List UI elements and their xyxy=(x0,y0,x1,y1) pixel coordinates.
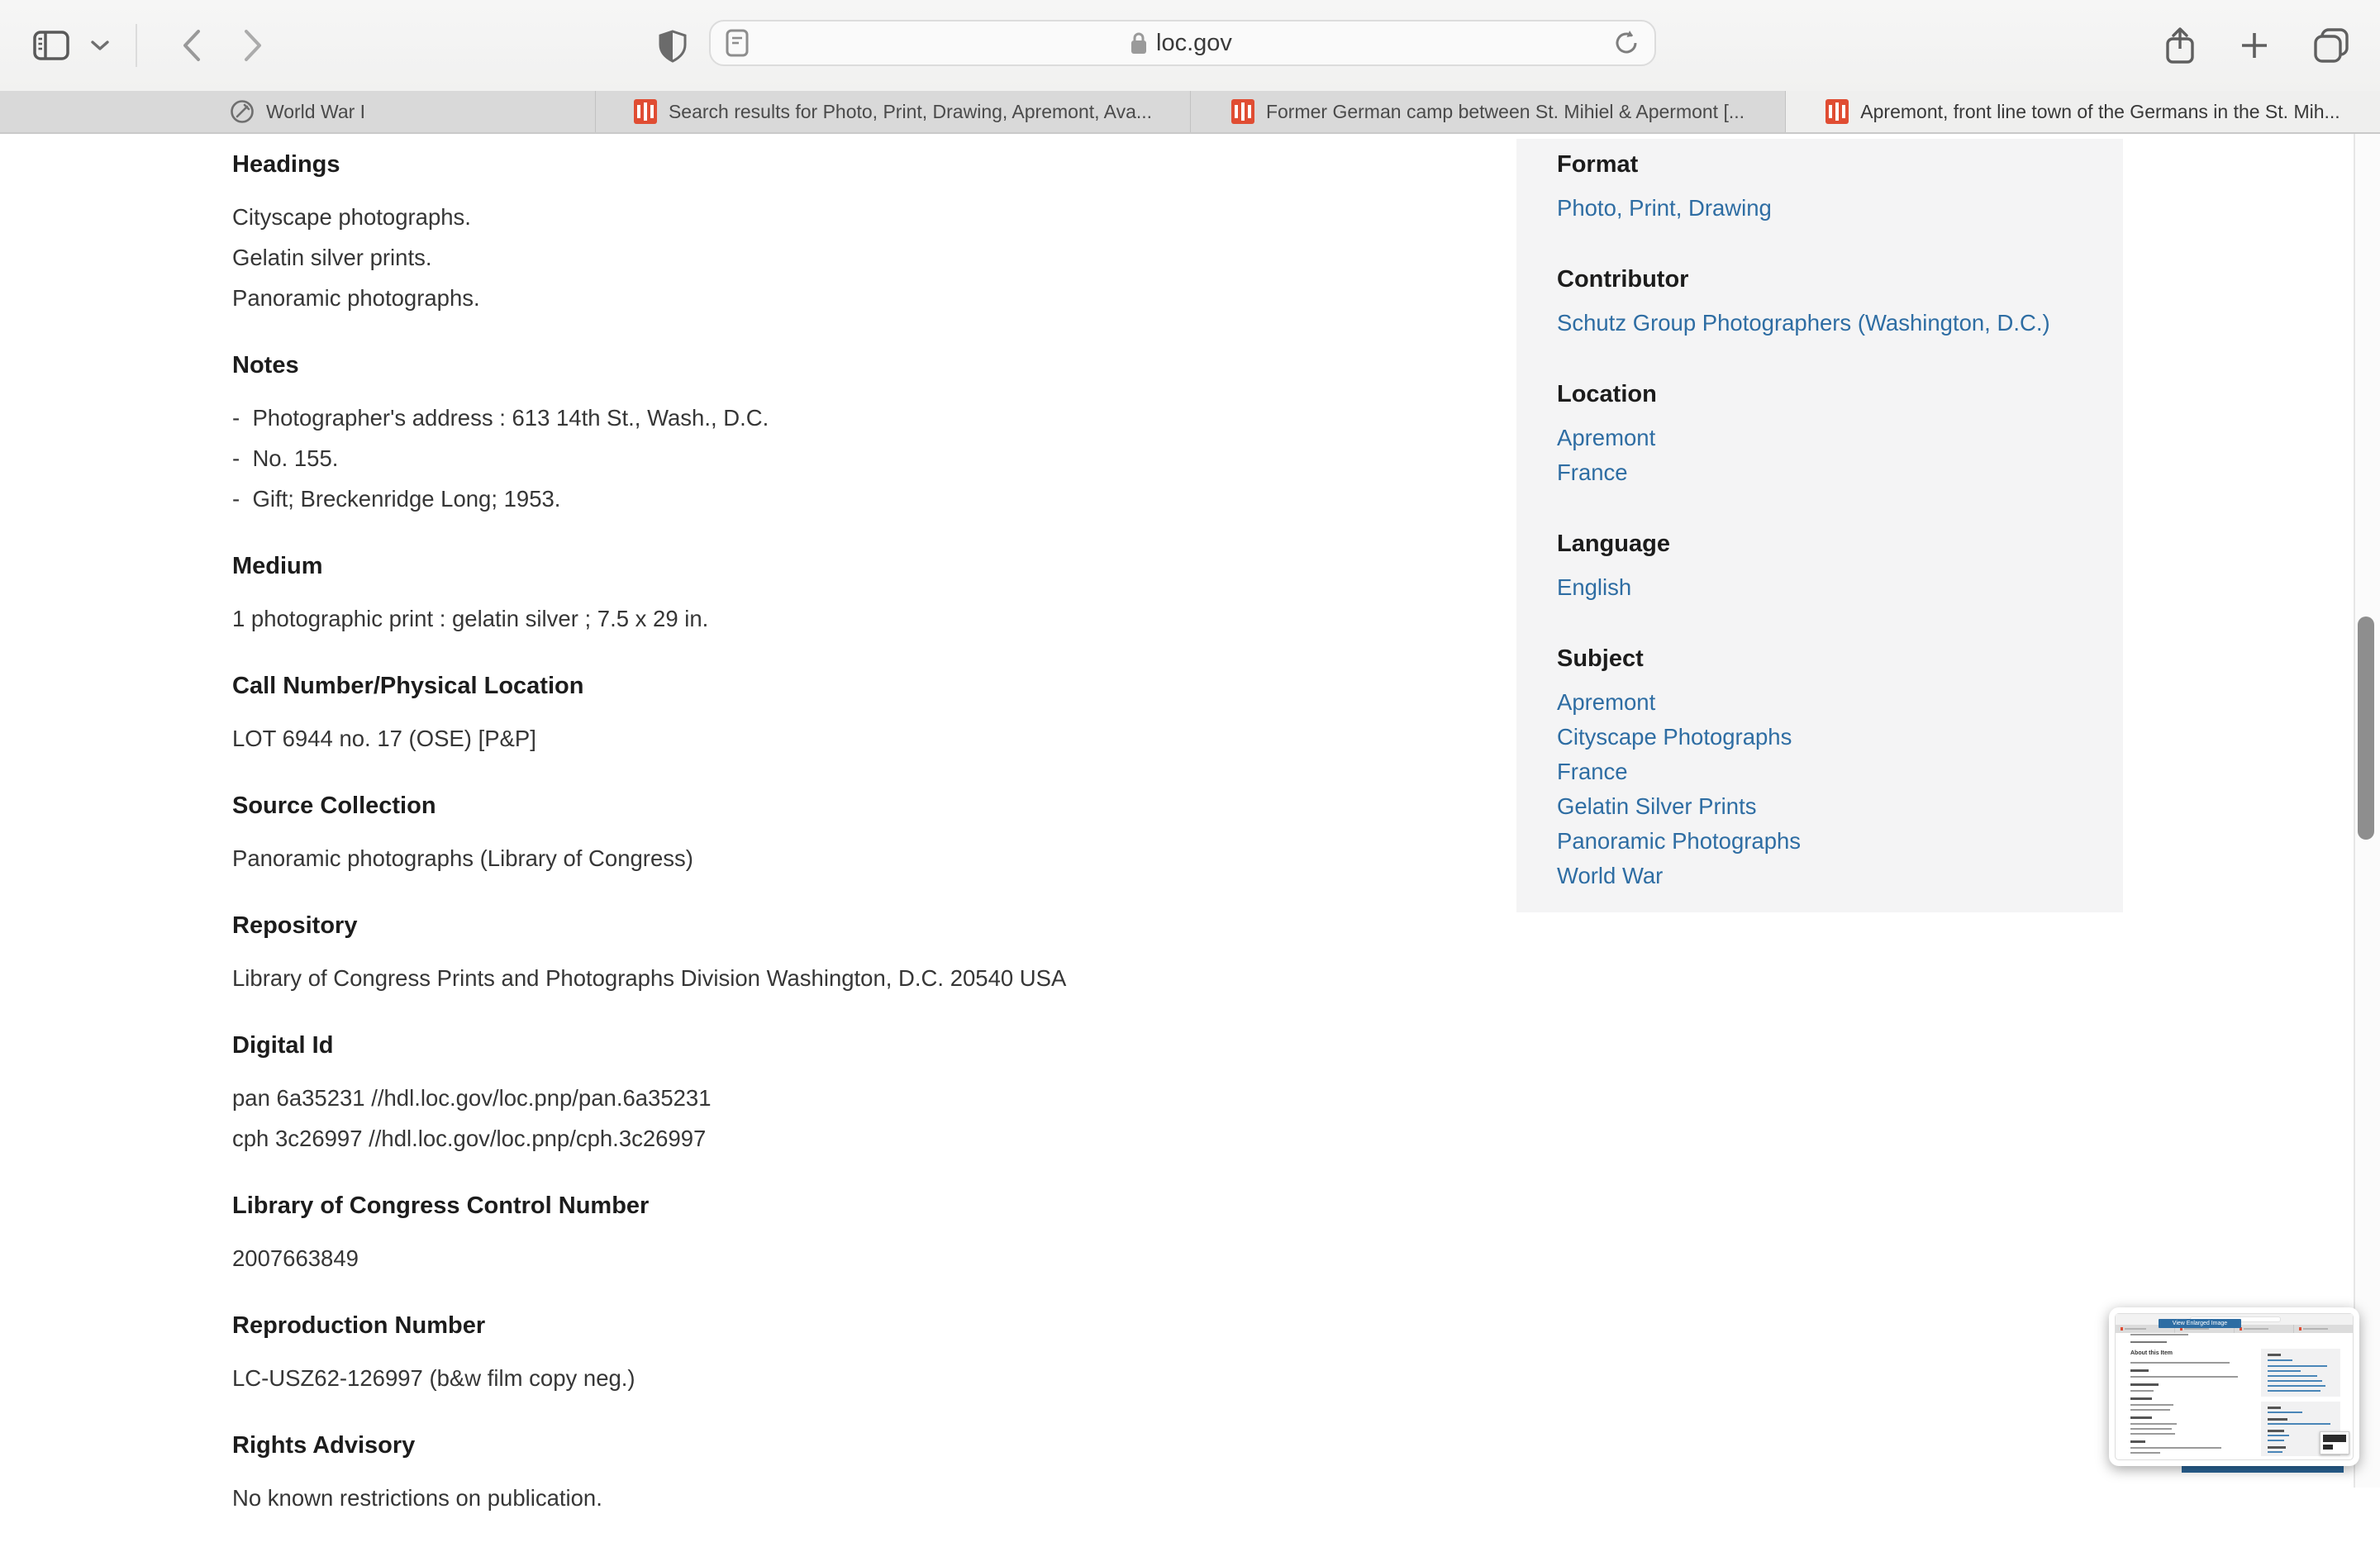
share-icon[interactable] xyxy=(2163,26,2197,65)
section-value: - No. 155. xyxy=(232,445,339,471)
facet-heading: Language xyxy=(1557,531,1670,557)
browser-toolbar xyxy=(0,0,2380,91)
facet-link[interactable]: Panoramic Photographs xyxy=(1557,828,1802,854)
facet-sidebar xyxy=(1516,139,2123,912)
tab-2[interactable] xyxy=(595,91,1190,132)
section-heading: Notes xyxy=(232,352,299,378)
sidebar-toggle-icon[interactable] xyxy=(33,31,69,60)
facet-link[interactable]: France xyxy=(1557,759,1628,784)
section-value: Panoramic photographs (Library of Congress) xyxy=(232,845,693,871)
section-value: LOT 6944 no. 17 (OSE) [P&P] xyxy=(232,726,536,751)
url-display xyxy=(749,30,1613,57)
section-value: 2007663849 xyxy=(232,1245,359,1271)
facet-link[interactable]: Gelatin Silver Prints xyxy=(1557,793,1757,819)
section-heading: Repository xyxy=(232,912,358,939)
web-page-content xyxy=(0,134,2354,1511)
section-value: Panoramic photographs. xyxy=(232,285,480,311)
tab-label: Former German camp between St. Mihiel & Apermont [... xyxy=(1265,100,1745,122)
section-value: No known restrictions on publication. xyxy=(232,1485,602,1511)
metadata-section xyxy=(232,1032,1455,1159)
compass-favicon xyxy=(230,99,255,124)
url-text: loc.gov xyxy=(1156,29,1232,56)
loc-favicon xyxy=(634,99,657,124)
facet-heading: Contributor xyxy=(1557,266,1689,293)
tab-strip xyxy=(0,91,2380,134)
facet-link[interactable]: France xyxy=(1557,459,1628,485)
metadata-section xyxy=(232,1312,1455,1398)
forward-button[interactable] xyxy=(243,29,263,62)
facet-group xyxy=(1557,530,2098,605)
section-heading: Medium xyxy=(232,553,323,579)
facet-group xyxy=(1557,645,2098,893)
tab-3[interactable] xyxy=(1190,91,1785,132)
facet-group xyxy=(1557,265,2098,340)
tab-label: Search results for Photo, Print, Drawing, Apremont, Ava... xyxy=(668,100,1153,122)
scrollbar-thumb[interactable] xyxy=(2358,617,2374,840)
section-value: 1 photographic print : gelatin silver ; 7.5 x 29 in. xyxy=(232,606,709,631)
tab-label: Apremont, front line town of the Germans in the St. Mih... xyxy=(1860,100,2340,122)
section-value: - Gift; Breckenridge Long; 1953. xyxy=(232,486,561,512)
tab-overview-icon[interactable] xyxy=(2312,26,2350,64)
facet-link[interactable]: Cityscape Photographs xyxy=(1557,724,1792,750)
loc-favicon xyxy=(1825,99,1849,124)
section-heading: Reproduction Number xyxy=(232,1312,486,1339)
new-tab-icon[interactable] xyxy=(2240,31,2269,60)
metadata-section xyxy=(232,1432,1455,1518)
section-heading: Source Collection xyxy=(232,793,436,819)
privacy-shield-icon[interactable] xyxy=(658,30,688,63)
thumbnail-recursive-preview xyxy=(2320,1431,2349,1454)
metadata-section xyxy=(232,793,1455,878)
screenshot-preview-thumbnail[interactable] xyxy=(2109,1307,2359,1466)
facet-link[interactable]: Schutz Group Photographers (Washington, D.C.) xyxy=(1557,310,2050,336)
section-heading: Rights Advisory xyxy=(232,1432,416,1459)
facet-heading: Subject xyxy=(1557,645,1644,672)
tab-4[interactable] xyxy=(1785,91,2380,132)
refresh-icon[interactable] xyxy=(1613,29,1640,57)
facet-heading: Location xyxy=(1557,381,1657,407)
thumbnail-about-title: About this Item xyxy=(2130,1350,2173,1356)
url-bar[interactable] xyxy=(709,20,1656,66)
section-value: LC-USZ62-126997 (b&w film copy neg.) xyxy=(232,1365,635,1391)
reader-view-icon[interactable] xyxy=(726,29,749,57)
section-heading: Headings xyxy=(232,151,340,178)
toolbar-left-group xyxy=(33,0,263,91)
metadata-section xyxy=(232,151,1455,318)
facet-link[interactable]: World War xyxy=(1557,863,1664,888)
metadata-section xyxy=(232,352,1455,519)
facet-group xyxy=(1557,150,2098,226)
item-metadata-column xyxy=(232,151,1455,1552)
thumbnail-mini-page xyxy=(2115,1313,2354,1460)
section-value: cph 3c26997 //hdl.loc.gov/loc.pnp/cph.3c26997 xyxy=(232,1126,707,1151)
facet-link[interactable]: Apremont xyxy=(1557,425,1656,450)
thumbnail-view-enlarged-button: View Enlarged Image xyxy=(2159,1319,2241,1328)
section-heading: Call Number/Physical Location xyxy=(232,673,584,699)
back-button[interactable] xyxy=(182,29,202,62)
lock-icon xyxy=(1130,31,1148,55)
section-value: pan 6a35231 //hdl.loc.gov/loc.pnp/pan.6a35231 xyxy=(232,1085,712,1111)
facet-link[interactable]: English xyxy=(1557,574,1632,600)
metadata-section xyxy=(232,673,1455,759)
section-value: Cityscape photographs. xyxy=(232,204,471,230)
facet-heading: Format xyxy=(1557,151,1639,178)
loc-favicon xyxy=(1231,99,1254,124)
facet-link[interactable]: Apremont xyxy=(1557,689,1656,715)
section-value: Gelatin silver prints. xyxy=(232,245,432,270)
sidebar-chevron-down-icon[interactable] xyxy=(91,40,109,51)
section-value: - Photographer's address : 613 14th St., Wash., D.C. xyxy=(232,405,769,431)
facet-group xyxy=(1557,380,2098,490)
metadata-section xyxy=(232,912,1455,998)
section-heading: Library of Congress Control Number xyxy=(232,1193,650,1219)
section-heading: Digital Id xyxy=(232,1032,334,1059)
facet-link[interactable]: Photo, Print, Drawing xyxy=(1557,195,1772,221)
toolbar-separator xyxy=(136,24,137,67)
metadata-section xyxy=(232,553,1455,639)
toolbar-right-group xyxy=(2163,0,2350,91)
tab-label: World War I xyxy=(265,100,366,122)
section-value: Library of Congress Prints and Photographs Division Washington, D.C. 20540 USA xyxy=(232,965,1067,991)
metadata-section xyxy=(232,1193,1455,1278)
tab-1[interactable] xyxy=(0,91,595,132)
